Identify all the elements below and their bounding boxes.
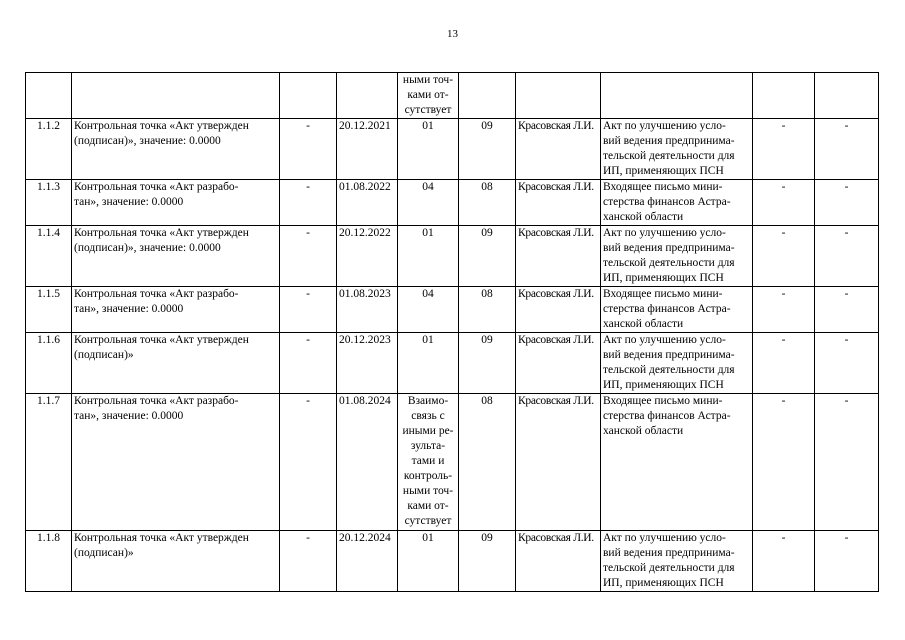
cell-col8 [753,333,815,394]
cell-col9 [815,394,879,531]
row-number: 1.1.8 [37,532,60,544]
cell-num [26,394,72,531]
relation-line: связь с [411,410,445,422]
responsible-name: Красовская Л.И. [518,120,594,132]
name-line: (подписан)» [74,547,134,559]
cell-col9 [815,119,879,180]
relation-line: 04 [422,181,434,193]
cell-col8 [753,226,815,287]
name-line: Контрольная точка «Акт утвержден [74,120,249,132]
cell-relation [398,73,459,119]
relation-line: ками от- [407,500,449,512]
document-line: Акт по улучшению усло- [603,227,726,239]
date-value: 01.08.2024 [339,395,391,407]
row-number: 1.1.6 [37,334,60,346]
cell-col5 [459,333,516,394]
cell-relation [398,394,459,531]
row-number: 1.1.7 [37,395,60,407]
cell-num [26,119,72,180]
document-line: Входящее письмо мини- [603,181,723,193]
relation-line: тами и [411,455,445,467]
dash-value: - [844,395,849,407]
relation-line: 04 [422,288,434,300]
cell-document [601,180,753,226]
document-line: Акт по улучшению усло- [603,120,726,132]
cell-col5 [459,180,516,226]
table-row [26,287,879,333]
name-line: Контрольная точка «Акт утвержден [74,227,249,239]
cell-col5 [459,73,516,119]
document-line: вий ведения предпринима- [603,135,735,147]
name-line: тан», значение: 0.0000 [74,196,184,208]
document-line: ханской области [603,318,684,330]
date-value: 20.12.2022 [339,227,391,239]
cell-document [601,394,753,531]
cell-date [337,73,398,119]
cell-col5 [459,226,516,287]
table-row [26,394,879,531]
name-line: тан», значение: 0.0000 [74,410,184,422]
cell-col8 [753,73,815,119]
date-value: 20.12.2021 [339,120,391,132]
dash-value: - [306,181,310,193]
cell-col3 [280,226,337,287]
cell-name [72,287,280,333]
code-value: 08 [481,181,493,193]
dash-value: - [844,334,849,346]
document-line: вий ведения предпринима- [603,242,735,254]
document-line: Входящее письмо мини- [603,288,723,300]
date-value: 01.08.2023 [339,288,391,300]
name-line: Контрольная точка «Акт разрабо- [74,181,239,193]
cell-responsible [516,73,601,119]
cell-name [72,73,280,119]
cell-col3 [280,287,337,333]
responsible-name: Красовская Л.И. [518,181,594,193]
relation-line: ными точ- [402,74,454,86]
cell-responsible [516,531,601,592]
cell-col3 [280,394,337,531]
dash-value: - [306,227,310,239]
cell-date [337,180,398,226]
cell-col9 [815,531,879,592]
continuation-row [26,73,879,119]
cell-num [26,287,72,333]
document-line: тельской деятельности для [603,150,735,162]
row-number: 1.1.4 [37,227,60,239]
relation-line: зульта- [410,440,446,452]
cell-num [26,226,72,287]
dash-value: - [844,288,849,300]
responsible-name: Красовская Л.И. [518,334,594,346]
cell-date [337,333,398,394]
document-line: стерства финансов Астра- [603,303,731,315]
document-line: Входящее письмо мини- [603,395,723,407]
code-value: 09 [481,227,493,239]
row-number: 1.1.5 [37,288,60,300]
document-line: стерства финансов Астра- [603,410,731,422]
page-number: 13 [447,28,458,40]
name-line: тан», значение: 0.0000 [74,303,184,315]
cell-col8 [753,531,815,592]
control-points-table [25,72,879,592]
code-value: 08 [481,288,493,300]
cell-relation [398,287,459,333]
cell-name [72,119,280,180]
dash-value: - [781,120,786,132]
name-line: (подписан)» [74,349,134,361]
document-line: тельской деятельности для [603,257,735,269]
name-line: Контрольная точка «Акт утвержден [74,334,249,346]
dash-value: - [781,227,786,239]
cell-col9 [815,287,879,333]
dash-value: - [781,288,786,300]
cell-col9 [815,73,879,119]
cell-col8 [753,119,815,180]
cell-document [601,287,753,333]
document-line: Акт по улучшению усло- [603,532,726,544]
name-line: Контрольная точка «Акт разрабо- [74,288,239,300]
cell-col5 [459,531,516,592]
dash-value: - [844,120,849,132]
cell-responsible [516,333,601,394]
name-line: (подписан)», значение: 0.0000 [74,242,221,254]
cell-date [337,119,398,180]
relation-line: сутствует [404,515,452,527]
dash-value: - [844,227,849,239]
table-row [26,531,879,592]
document-line: стерства финансов Астра- [603,196,731,208]
responsible-name: Красовская Л.И. [518,288,594,300]
cell-col8 [753,180,815,226]
dash-value: - [844,532,849,544]
cell-relation [398,119,459,180]
row-number: 1.1.3 [37,181,60,193]
date-value: 01.08.2022 [339,181,391,193]
name-line: Контрольная точка «Акт утвержден [74,532,249,544]
document-line: вий ведения предпринима- [603,349,735,361]
dash-value: - [781,395,786,407]
table-row [26,226,879,287]
table-body [26,73,879,592]
responsible-name: Красовская Л.И. [518,227,594,239]
row-number: 1.1.2 [37,120,60,132]
cell-document [601,531,753,592]
document-line: ИП, применяющих ПСН [603,165,724,177]
cell-col8 [753,287,815,333]
relation-line: Взаимо- [407,395,449,407]
relation-line: контроль- [403,470,453,482]
cell-responsible [516,226,601,287]
dash-value: - [844,181,849,193]
code-value: 09 [481,532,493,544]
relation-line: 01 [422,334,434,346]
cell-relation [398,333,459,394]
cell-num [26,531,72,592]
relation-line: ками от- [407,89,449,101]
dash-value: - [306,288,310,300]
cell-responsible [516,180,601,226]
cell-num [26,180,72,226]
cell-col8 [753,394,815,531]
relation-line: ными точ- [402,485,454,497]
relation-line: 01 [422,532,434,544]
cell-name [72,531,280,592]
relation-line: 01 [422,227,434,239]
cell-num [26,333,72,394]
cell-relation [398,180,459,226]
cell-col9 [815,180,879,226]
cell-date [337,287,398,333]
cell-name [72,226,280,287]
name-line: Контрольная точка «Акт разрабо- [74,395,239,407]
cell-name [72,394,280,531]
cell-col5 [459,287,516,333]
cell-col3 [280,73,337,119]
document-line: ИП, применяющих ПСН [603,577,724,589]
document-line: ханской области [603,211,684,223]
cell-date [337,394,398,531]
name-line: (подписан)», значение: 0.0000 [74,135,221,147]
document-line: ИП, применяющих ПСН [603,379,724,391]
cell-date [337,226,398,287]
document-line: тельской деятельности для [603,562,735,574]
document-line: ИП, применяющих ПСН [603,272,724,284]
document-line: Акт по улучшению усло- [603,334,726,346]
table-row [26,180,879,226]
dash-value: - [306,395,310,407]
cell-col3 [280,531,337,592]
document-line: вий ведения предпринима- [603,547,735,559]
dash-value: - [781,532,786,544]
cell-responsible [516,394,601,531]
cell-relation [398,226,459,287]
cell-responsible [516,287,601,333]
dash-value: - [306,120,310,132]
cell-document [601,333,753,394]
date-value: 20.12.2024 [339,532,391,544]
date-value: 20.12.2023 [339,334,391,346]
code-value: 08 [481,395,493,407]
cell-name [72,180,280,226]
cell-num [26,73,72,119]
cell-col3 [280,119,337,180]
cell-col3 [280,180,337,226]
dash-value: - [306,532,310,544]
dash-value: - [781,334,786,346]
relation-line: иными ре- [402,425,454,437]
cell-col5 [459,394,516,531]
responsible-name: Красовская Л.И. [518,532,594,544]
cell-responsible [516,119,601,180]
document-line: тельской деятельности для [603,364,735,376]
cell-relation [398,531,459,592]
dash-value: - [306,334,310,346]
cell-col5 [459,119,516,180]
code-value: 09 [481,120,493,132]
code-value: 09 [481,334,493,346]
cell-col3 [280,333,337,394]
cell-document [601,226,753,287]
cell-col9 [815,226,879,287]
cell-document [601,73,753,119]
cell-document [601,119,753,180]
responsible-name: Красовская Л.И. [518,395,594,407]
relation-line: сутствует [404,104,452,116]
table-row [26,119,879,180]
document-line: ханской области [603,425,684,437]
relation-line: 01 [422,120,434,132]
cell-name [72,333,280,394]
cell-col9 [815,333,879,394]
cell-date [337,531,398,592]
table-row [26,333,879,394]
dash-value: - [781,181,786,193]
